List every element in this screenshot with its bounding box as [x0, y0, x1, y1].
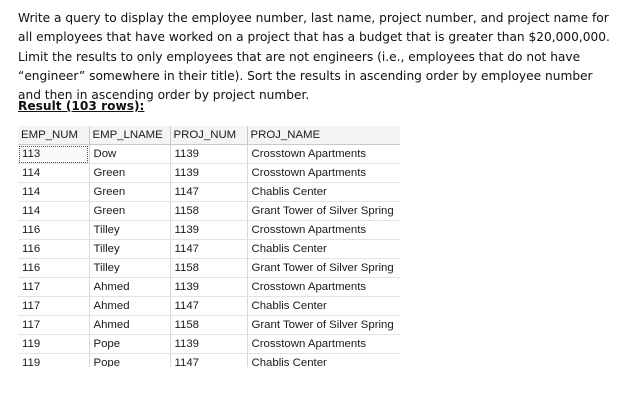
cell-emp-lname[interactable]: Dow — [89, 145, 170, 164]
cell-proj-name[interactable]: Crosstown Apartments — [247, 335, 400, 354]
cell-emp-lname[interactable]: Green — [89, 183, 170, 202]
cell-proj-name[interactable]: Chablis Center — [247, 183, 400, 202]
cell-proj-name[interactable]: Crosstown Apartments — [247, 278, 400, 297]
cell-emp-lname[interactable]: Pope — [89, 335, 170, 354]
cell-emp-lname[interactable]: Pope — [89, 354, 170, 368]
cell-emp-num[interactable]: 114 — [18, 164, 89, 183]
cell-emp-lname[interactable]: Ahmed — [89, 297, 170, 316]
cell-emp-lname[interactable]: Green — [89, 202, 170, 221]
table-row[interactable] — [18, 202, 400, 221]
cell-proj-name[interactable]: Grant Tower of Silver Spring — [247, 316, 400, 335]
cell-proj-num[interactable]: 1139 — [170, 221, 247, 240]
table-row[interactable] — [18, 221, 400, 240]
cell-emp-lname[interactable]: Tilley — [89, 221, 170, 240]
cell-emp-lname[interactable]: Tilley — [89, 240, 170, 259]
cell-emp-lname[interactable]: Green — [89, 164, 170, 183]
table-row[interactable] — [18, 278, 400, 297]
cell-proj-num[interactable]: 1158 — [170, 259, 247, 278]
table-row[interactable] — [18, 354, 400, 368]
result-heading: Result (103 rows): — [18, 99, 145, 113]
header-row — [18, 126, 400, 145]
cell-proj-name[interactable]: Chablis Center — [247, 354, 400, 368]
question-prompt: Write a query to display the employee number, last name, project number, and project name for all employees that have worked on a project that has a budget that is greater than $20,000,000. Limit the results to only employees that are not engineers (i.e., employees that do not have “engineer” somewhere in their title). Sort the results in ascending order by employee number and then in ascending order by project number. — [18, 11, 610, 103]
cell-proj-num[interactable]: 1139 — [170, 164, 247, 183]
cell-emp-num[interactable]: 114 — [18, 183, 89, 202]
cell-proj-name[interactable]: Grant Tower of Silver Spring — [247, 202, 400, 221]
cell-emp-num[interactable]: 114 — [18, 202, 89, 221]
cell-emp-num[interactable]: 116 — [18, 240, 89, 259]
table-row[interactable] — [18, 297, 400, 316]
cell-proj-num[interactable]: 1158 — [170, 202, 247, 221]
results-table — [18, 126, 400, 367]
column-header-emp-lname[interactable]: EMP_LNAME — [89, 126, 170, 145]
column-header-proj-name[interactable]: PROJ_NAME — [247, 126, 400, 145]
cell-emp-num[interactable]: 113 — [18, 145, 89, 164]
table-row[interactable] — [18, 164, 400, 183]
cell-proj-name[interactable]: Chablis Center — [247, 297, 400, 316]
cell-proj-num[interactable]: 1147 — [170, 354, 247, 368]
table-row[interactable] — [18, 240, 400, 259]
cell-proj-num[interactable]: 1158 — [170, 316, 247, 335]
cell-proj-num[interactable]: 1147 — [170, 183, 247, 202]
cell-emp-num[interactable]: 117 — [18, 278, 89, 297]
results-grid — [18, 126, 400, 367]
cell-emp-num[interactable]: 116 — [18, 221, 89, 240]
cell-proj-num[interactable]: 1147 — [170, 297, 247, 316]
table-row[interactable] — [18, 335, 400, 354]
cell-proj-name[interactable]: Crosstown Apartments — [247, 164, 400, 183]
cell-proj-num[interactable]: 1139 — [170, 278, 247, 297]
cell-proj-name[interactable]: Crosstown Apartments — [247, 221, 400, 240]
cell-proj-num[interactable]: 1147 — [170, 240, 247, 259]
cell-emp-num[interactable]: 117 — [18, 316, 89, 335]
cell-emp-lname[interactable]: Ahmed — [89, 316, 170, 335]
table-row[interactable] — [18, 316, 400, 335]
cell-proj-name[interactable]: Grant Tower of Silver Spring — [247, 259, 400, 278]
table-row[interactable] — [18, 145, 400, 164]
cell-emp-num[interactable]: 119 — [18, 335, 89, 354]
cell-proj-num[interactable]: 1139 — [170, 145, 247, 164]
cell-emp-num[interactable]: 117 — [18, 297, 89, 316]
cell-emp-num[interactable]: 119 — [18, 354, 89, 368]
column-header-emp-num[interactable]: EMP_NUM — [18, 126, 89, 145]
cell-emp-lname[interactable]: Tilley — [89, 259, 170, 278]
cell-proj-name[interactable]: Crosstown Apartments — [247, 145, 400, 164]
table-row[interactable] — [18, 183, 400, 202]
cell-proj-name[interactable]: Chablis Center — [247, 240, 400, 259]
cell-emp-num[interactable]: 116 — [18, 259, 89, 278]
table-row[interactable] — [18, 259, 400, 278]
column-header-proj-num[interactable]: PROJ_NUM — [170, 126, 247, 145]
cell-emp-lname[interactable]: Ahmed — [89, 278, 170, 297]
cell-proj-num[interactable]: 1139 — [170, 335, 247, 354]
grid-body — [18, 145, 400, 368]
